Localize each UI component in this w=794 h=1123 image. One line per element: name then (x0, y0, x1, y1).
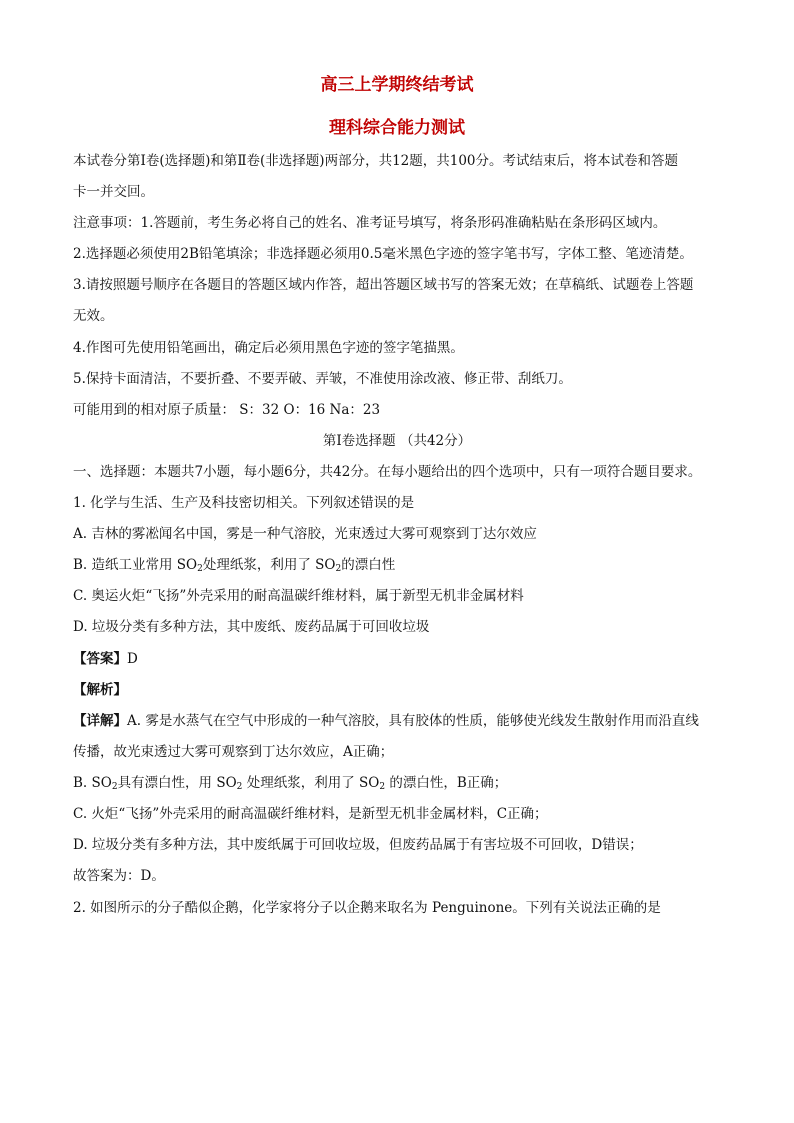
question-1-option-b: B. 造纸工业常用 $SO_2$处理纸浆，利用了 $SO_2$的漂白性 (73, 557, 396, 574)
question-2-stem: 2. 如图所示的分子酷似企鹅，化学家将分子以企鹅来取名为 Penguinone。下列有关说法正确的是 (73, 900, 661, 916)
note-3b: 无效。 (73, 308, 114, 324)
note-5: 5.保持卡面清洁，不要折叠、不要弄破、弄皱，不准使用涂改液、修正带、刮纸刀。 (73, 371, 572, 387)
detail-line-2: 传播，故光束透过大雾可观察到丁达尔效应，A正确； (73, 744, 394, 760)
section-heading: 第Ⅰ卷选择题 （共42分） (322, 433, 472, 449)
analysis-tag: 【解析】 (73, 682, 127, 698)
question-1-option-c: C. 奥运火炬“飞扬”外壳采用的耐高温碳纤维材料，属于新型无机非金属材料 (73, 588, 524, 604)
answer-line (73, 649, 733, 669)
detail-line-5: D. 垃圾分类有多种方法，其中废纸属于可回收垃圾，但废药品属于有害垃圾不可回收，D错误； (73, 837, 643, 853)
question-1-option-a: A. 吉林的雾凇闻名中国，雾是一种气溶胶，光束透过大雾可观察到丁达尔效应 (73, 526, 537, 542)
detail-tag: 【详解】 (73, 713, 127, 729)
note-1: 注意事项：1.答题前，考生务必将自己的姓名、准考证号填写，将条形码准确粘贴在条形码区域内。 (73, 215, 667, 231)
detail-line-3: B. $SO_2$具有漂白性，用 $SO_2$ 处理纸浆，利用了 $SO_2$ 的漂白性，B正确； (73, 775, 508, 792)
answer-value: D (127, 651, 138, 667)
answer-tag: 【答案】 (73, 651, 127, 667)
note-4: 4.作图可先使用铅笔画出，确定后必须用黑色字迹的签字笔描黑。 (73, 340, 464, 356)
detail-line-1: 【详解】A. 雾是水蒸气在空气中形成的一种气溶胶，具有胶体的性质，能够使光线发生散射作用而沿直线 (73, 713, 699, 729)
page-subtitle: 理科综合能力测试 (329, 118, 465, 138)
section-instructions: 一、选择题：本题共7小题，每小题6分，共42分。在每小题给出的四个选项中，只有一项符合题目要求。 (73, 464, 702, 480)
note-3a: 3.请按照题号顺序在各题目的答题区域内作答，超出答题区域书写的答案无效；在草稿纸、试题卷上答题 (73, 277, 694, 293)
detail-line-6: 故答案为：D。 (73, 868, 165, 884)
question-1-option-d: D. 垃圾分类有多种方法，其中废纸、废药品属于可回收垃圾 (73, 619, 430, 635)
intro-line-1: 本试卷分第Ⅰ卷(选择题)和第Ⅱ卷(非选择题)两部分，共12题，共100分。考试结束后，将本试卷和答题 (73, 153, 679, 169)
intro-line-2: 卡一并交回。 (73, 184, 154, 200)
detail-line-4: C. 火炬“飞扬”外壳采用的耐高温碳纤维材料，是新型无机非金属材料，C正确； (73, 806, 548, 822)
note-2: 2.选择题必须使用2B铅笔填涂；非选择题必须用0.5毫米黑色字迹的签字笔书写，字体工整、笔迹清楚。 (73, 246, 693, 262)
atomic-masses: 可能用到的相对原子质量： S：32 O：16 Na：23 (73, 402, 381, 418)
question-1-stem: 1. 化学与生活、生产及科技密切相关。下列叙述错误的是 (73, 495, 415, 511)
page-title: 高三上学期终结考试 (320, 75, 474, 95)
